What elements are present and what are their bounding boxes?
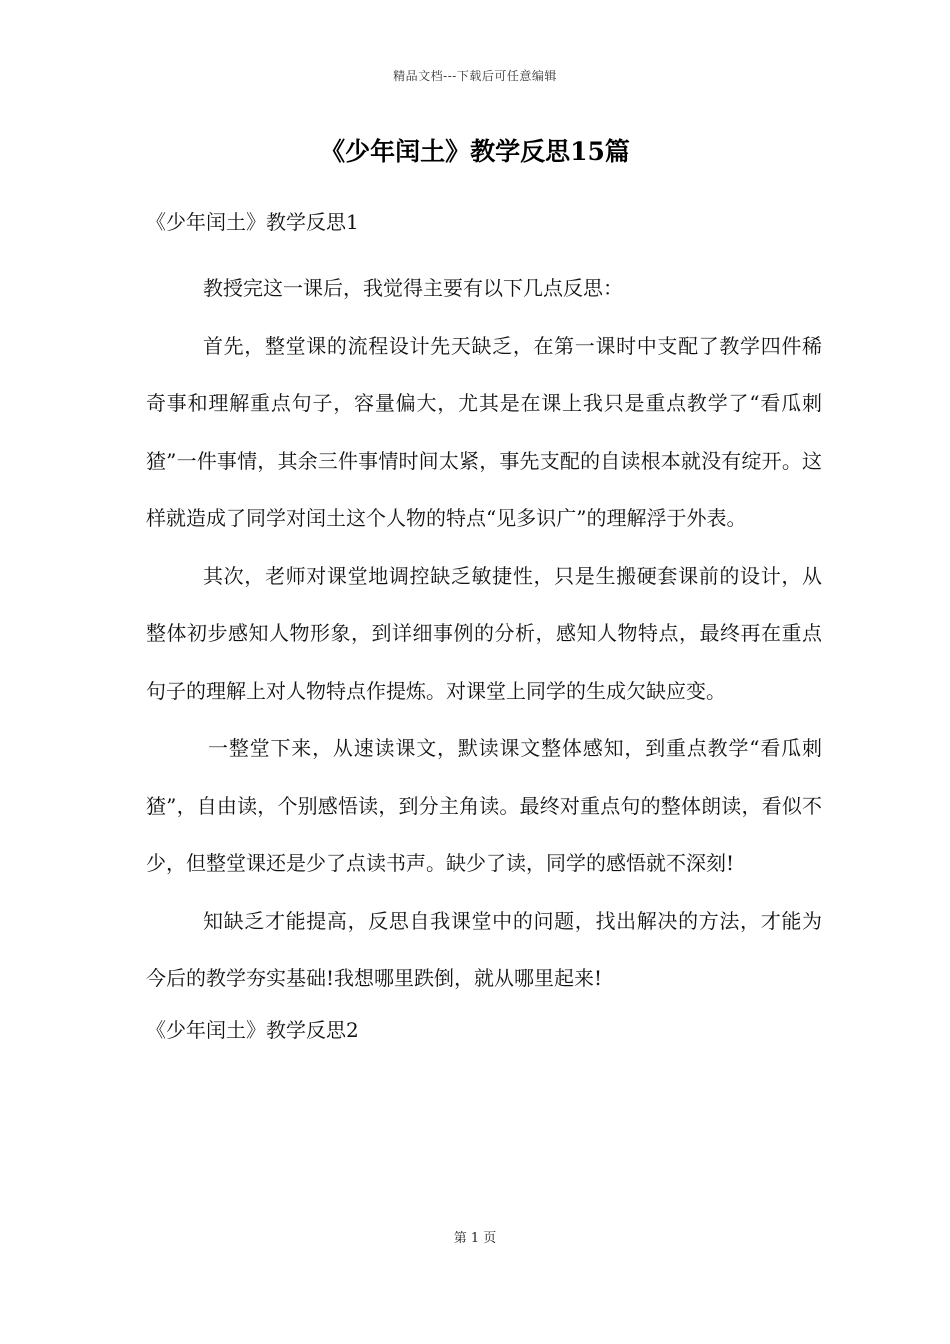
paragraph-1: 教授完这一课后，我觉得主要有以下几点反思： — [203, 276, 623, 300]
header-note: 精品文档---下载后可任意编辑 — [393, 69, 557, 83]
paragraph-4: 一整堂下来，从速读课文，默读课文整体感知，到重点教学“看瓜刺猹”，自由读，个别感悟读，到分主角读。最终对重点句的整体朗读，看似不少，但整堂课还是少了点读书声。缺少了读，同学的感悟就不深刻! — [146, 736, 822, 875]
section-heading-1: 《少年闰土》教学反思1 — [146, 210, 359, 234]
paragraph-3: 其次，老师对课堂地调控缺乏敏捷性，只是生搬硬套课前的设计，从整体初步感知人物形象，到详细事例的分析，感知人物特点，最终再在重点句子的理解上对人物特点作提炼。对课堂上同学的生成欠缺应变。 — [146, 563, 822, 703]
page-number: 第 1 页 — [453, 1231, 497, 1246]
document-body — [146, 202, 822, 1050]
paragraph-2: 首先，整堂课的流程设计先天缺乏，在第一课时中支配了教学四件稀奇事和理解重点句子，容量偏大，尤其是在课上我只是重点教学了“看瓜刺猹”一件事情，其余三件事情时间太紧，事先支配的自读根本就没有绽开。这样就造成了同学对闰土这个人物的特点“见多识广”的理解浮于外表。 — [146, 333, 822, 530]
paragraph-5: 知缺乏才能提高，反思自我课堂中的问题，找出解决的方法，才能为今后的教学夯实基础!我想哪里跌倒，就从哪里起来! — [146, 908, 822, 990]
section-heading-2: 《少年闰土》教学反思2 — [146, 1017, 359, 1042]
document-title: 《少年闰土》教学反思15篇 — [320, 137, 630, 166]
